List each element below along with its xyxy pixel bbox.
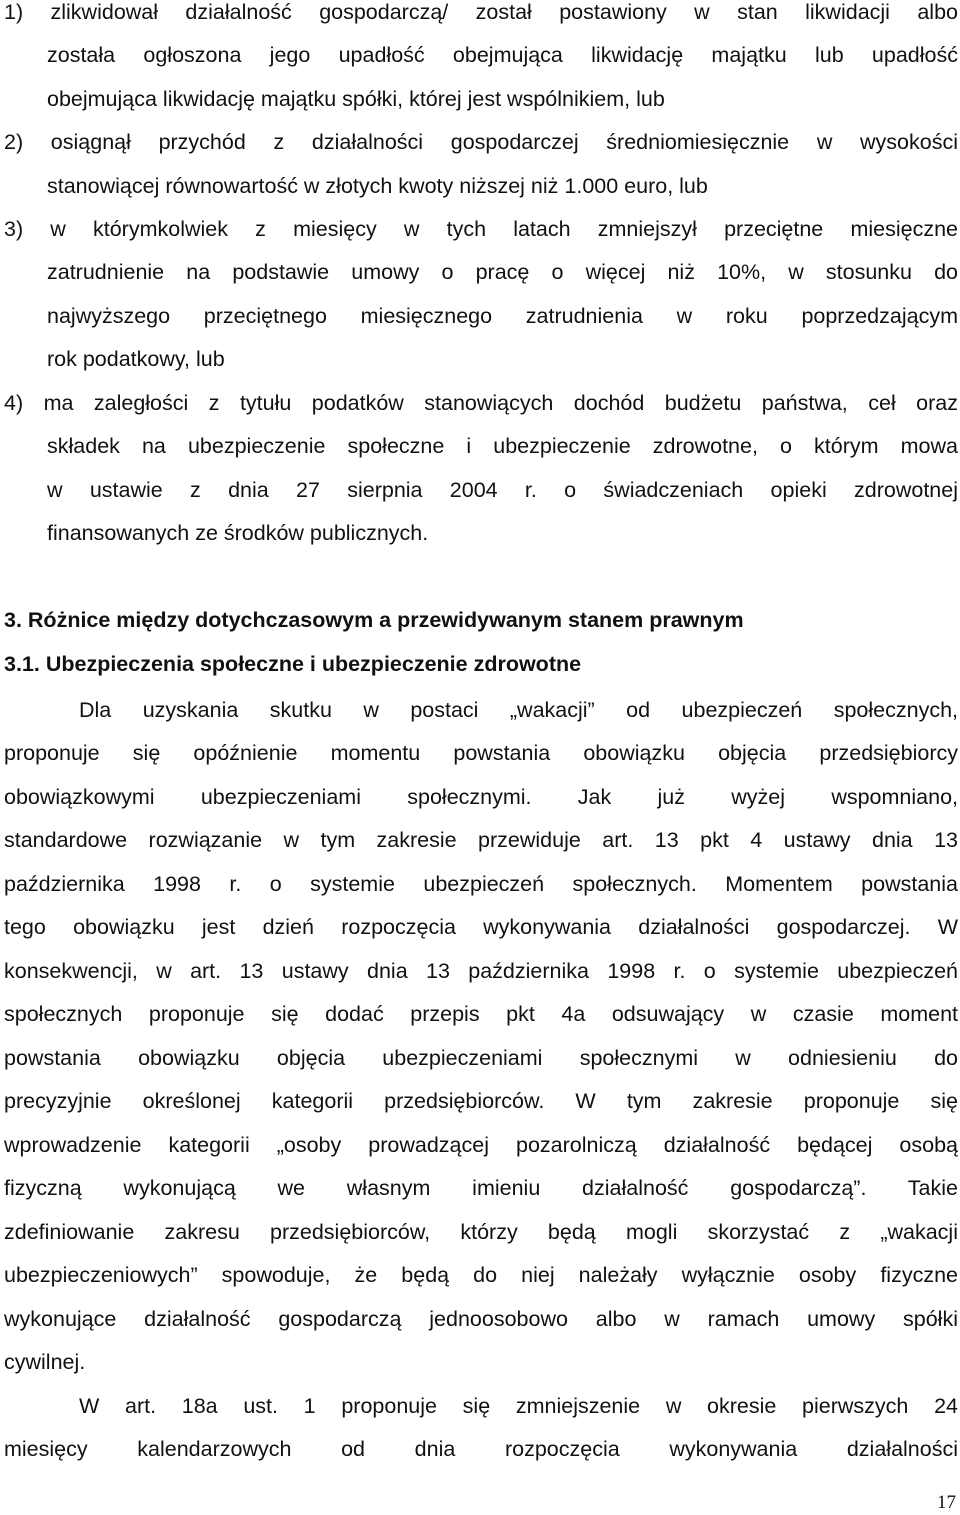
paragraph-1-line-12: fizyczną wykonującą we własnym imieniu działalność gospodarczą”. Takie bbox=[4, 1176, 958, 1200]
list-item-1-line-3: obejmująca likwidację majątku spółki, której jest wspólnikiem, lub bbox=[47, 87, 665, 111]
paragraph-1-line-11: wprowadzenie kategorii „osoby prowadzącej pozarolniczą działalność będącej osobą bbox=[4, 1133, 958, 1157]
list-item-4-line-2: składek na ubezpieczenie społeczne i ubezpieczenie zdrowotne, o którym mowa bbox=[47, 434, 958, 458]
paragraph-1-line-4: standardowe rozwiązanie w tym zakresie przewiduje art. 13 pkt 4 ustawy dnia 13 bbox=[4, 828, 958, 852]
paragraph-1-line-16: cywilnej. bbox=[4, 1350, 86, 1374]
paragraph-1-line-5: października 1998 r. o systemie ubezpieczeń społecznych. Momentem powstania bbox=[4, 872, 958, 896]
paragraph-2-line-1: W art. 18a ust. 1 proponuje się zmniejszenie w okresie pierwszych 24 bbox=[79, 1394, 958, 1418]
subsection-heading: 3.1. Ubezpieczenia społeczne i ubezpieczenie zdrowotne bbox=[4, 652, 582, 676]
paragraph-1-line-1: Dla uzyskania skutku w postaci „wakacji” od ubezpieczeń społecznych, bbox=[79, 698, 958, 722]
paragraph-1-line-6: tego obowiązku jest dzień rozpoczęcia wykonywania działalności gospodarczej. W bbox=[4, 915, 958, 939]
list-item-4-line-4: finansowanych ze środków publicznych. bbox=[47, 521, 429, 545]
paragraph-1-line-8: społecznych proponuje się dodać przepis pkt 4a odsuwający w czasie moment bbox=[4, 1002, 958, 1026]
paragraph-1-line-13: zdefiniowanie zakresu przedsiębiorców, którzy będą mogli skorzystać z „wakacji bbox=[4, 1220, 958, 1244]
page-number: 17 bbox=[937, 1492, 956, 1513]
paragraph-2-line-2: miesięcy kalendarzowych od dnia rozpoczęcia wykonywania działalności bbox=[4, 1437, 958, 1461]
paragraph-1-line-15: wykonujące działalność gospodarczą jednoosobowo albo w ramach umowy spółki bbox=[4, 1307, 958, 1331]
paragraph-1-line-3: obowiązkowymi ubezpieczeniami społecznymi. Jak już wyżej wspomniano, bbox=[4, 785, 958, 809]
list-item-4-line-3: w ustawie z dnia 27 sierpnia 2004 r. o świadczeniach opieki zdrowotnej bbox=[47, 478, 958, 502]
list-item-1-line-1: 1) zlikwidował działalność gospodarczą/ został postawiony w stan likwidacji albo bbox=[4, 0, 958, 24]
paragraph-1-line-14: ubezpieczeniowych” spowoduje, że będą do niej należały wyłącznie osoby fizyczne bbox=[4, 1263, 958, 1287]
list-item-3-line-2: zatrudnienie na podstawie umowy o pracę o więcej niż 10%, w stosunku do bbox=[47, 260, 958, 284]
list-item-3-line-3: najwyższego przeciętnego miesięcznego zatrudnienia w roku poprzedzającym bbox=[47, 304, 958, 328]
paragraph-1-line-7: konsekwencji, w art. 13 ustawy dnia 13 października 1998 r. o systemie ubezpieczeń bbox=[4, 959, 958, 983]
list-item-1-line-2: została ogłoszona jego upadłość obejmująca likwidację majątku lub upadłość bbox=[47, 43, 958, 67]
list-item-3-line-1: 3) w którymkolwiek z miesięcy w tych latach zmniejszył przeciętne miesięczne bbox=[4, 217, 958, 241]
section-heading: 3. Różnice między dotychczasowym a przewidywanym stanem prawnym bbox=[4, 608, 744, 632]
list-item-2-line-2: stanowiącej równowartość w złotych kwoty niższej niż 1.000 euro, lub bbox=[47, 174, 708, 198]
paragraph-1-line-9: powstania obowiązku objęcia ubezpieczeniami społecznymi w odniesieniu do bbox=[4, 1046, 958, 1070]
list-item-3-line-4: rok podatkowy, lub bbox=[47, 347, 225, 371]
list-item-4-line-1: 4) ma zaległości z tytułu podatków stanowiących dochód budżetu państwa, ceł oraz bbox=[4, 391, 958, 415]
list-item-2-line-1: 2) osiągnął przychód z działalności gospodarczej średniomiesięcznie w wysokości bbox=[4, 130, 958, 154]
paragraph-1-line-2: proponuje się opóźnienie momentu powstania obowiązku objęcia przedsiębiorcy bbox=[4, 741, 958, 765]
paragraph-1-line-10: precyzyjnie określonej kategorii przedsiębiorców. W tym zakresie proponuje się bbox=[4, 1089, 958, 1113]
